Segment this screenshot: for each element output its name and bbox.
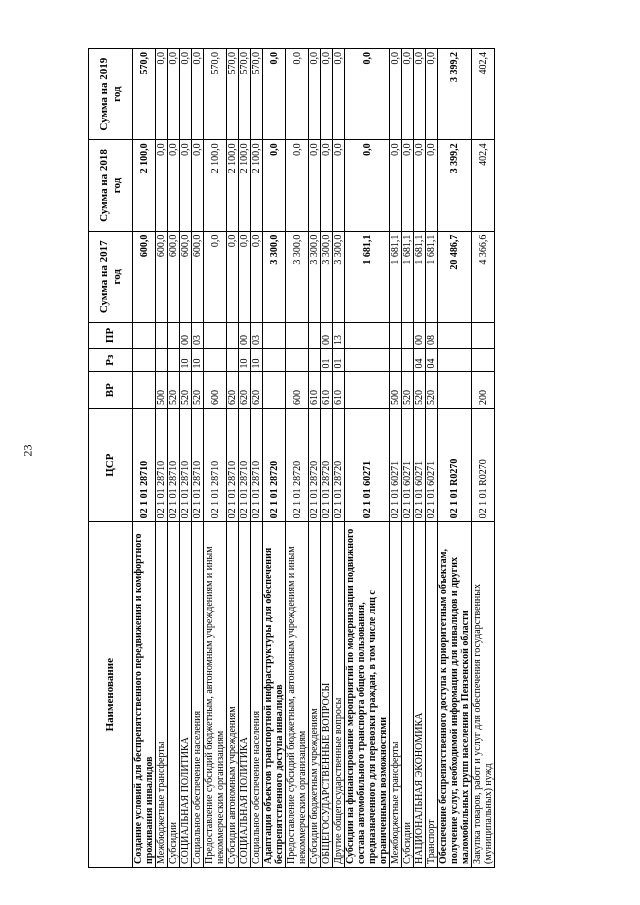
- cell-s2017: 0,0: [204, 231, 227, 322]
- cell-s2018: 0,0: [309, 140, 321, 231]
- cell-csr: 02 1 01 60271: [402, 408, 414, 521]
- header-rz: Рз: [89, 348, 133, 371]
- cell-s2019: 570,0: [239, 49, 251, 140]
- cell-rz: 10: [239, 348, 251, 371]
- table-row: [239, 49, 251, 868]
- cell-name: ОБЩЕГОСУДАРСТВЕННЫЕ ВОПРОСЫ: [321, 522, 333, 868]
- cell-csr: 02 1 01 R0270: [472, 408, 495, 521]
- cell-name: Предоставление субсидий бюджетным, автономным учреждениям и иным некоммерческим организациям: [286, 522, 309, 868]
- cell-csr: 02 1 01 28710: [239, 408, 251, 521]
- cell-s2018: 0,0: [168, 140, 180, 231]
- table-row: [263, 49, 286, 868]
- cell-pr: 00: [414, 322, 426, 348]
- cell-s2017: 3 300,0: [333, 231, 345, 322]
- cell-name: Межбюджетные трансферты: [156, 522, 168, 868]
- cell-pr: [286, 322, 309, 348]
- cell-pr: 00: [180, 322, 192, 348]
- table-row: [321, 49, 333, 868]
- cell-name: СОЦИАЛЬНАЯ ПОЛИТИКА: [180, 522, 192, 868]
- cell-vr: 520: [180, 372, 192, 409]
- table-row: [251, 49, 263, 868]
- cell-s2019: 570,0: [227, 49, 239, 140]
- cell-rz: [345, 348, 390, 371]
- cell-pr: 03: [192, 322, 204, 348]
- table-row: [345, 49, 390, 868]
- cell-s2018: 0,0: [345, 140, 390, 231]
- cell-s2019: 0,0: [345, 49, 390, 140]
- cell-pr: [345, 322, 390, 348]
- table-row: [390, 49, 402, 868]
- cell-s2018: 2 100,0: [227, 140, 239, 231]
- cell-s2019: 0,0: [414, 49, 426, 140]
- cell-rz: [263, 348, 286, 371]
- cell-s2017: 0,0: [239, 231, 251, 322]
- cell-s2019: 0,0: [180, 49, 192, 140]
- table-row: [180, 49, 192, 868]
- cell-s2019: 0,0: [309, 49, 321, 140]
- cell-s2018: 0,0: [263, 140, 286, 231]
- cell-name: Субсидии: [168, 522, 180, 868]
- cell-s2017: 1 681,1: [345, 231, 390, 322]
- cell-rz: 10: [251, 348, 263, 371]
- table-body: [133, 49, 495, 868]
- cell-vr: [438, 372, 472, 409]
- cell-rz: 04: [426, 348, 438, 371]
- cell-s2018: 402,4: [472, 140, 495, 231]
- cell-csr: 02 1 01 60271: [426, 408, 438, 521]
- cell-name: Предоставление субсидий бюджетным, автономным учреждениям и иным некоммерческим организациям: [204, 522, 227, 868]
- cell-rz: [309, 348, 321, 371]
- table-row: [414, 49, 426, 868]
- cell-s2017: 600,0: [133, 231, 156, 322]
- cell-vr: 610: [309, 372, 321, 409]
- cell-s2019: 0,0: [390, 49, 402, 140]
- cell-pr: [309, 322, 321, 348]
- table-row: [192, 49, 204, 868]
- cell-name: Создание условий для беспрепятственного передвижения и комфортного проживания инвалидов: [133, 522, 156, 868]
- cell-name: Межбюджетные трансферты: [390, 522, 402, 868]
- cell-pr: [168, 322, 180, 348]
- cell-pr: [402, 322, 414, 348]
- cell-vr: 600: [286, 372, 309, 409]
- cell-rz: 10: [180, 348, 192, 371]
- cell-s2018: 2 100,0: [251, 140, 263, 231]
- cell-rz: [286, 348, 309, 371]
- header-vr: ВР: [89, 372, 133, 409]
- cell-s2018: 0,0: [192, 140, 204, 231]
- cell-s2019: 402,4: [472, 49, 495, 140]
- cell-rz: 04: [414, 348, 426, 371]
- cell-pr: [472, 322, 495, 348]
- cell-name: Другие общегосударственные вопросы: [333, 522, 345, 868]
- cell-csr: 02 1 01 28710: [192, 408, 204, 521]
- cell-s2019: 570,0: [251, 49, 263, 140]
- cell-s2017: 600,0: [156, 231, 168, 322]
- cell-csr: 02 1 01 28710: [227, 408, 239, 521]
- cell-rz: 01: [333, 348, 345, 371]
- cell-csr: 02 1 01 60271: [390, 408, 402, 521]
- cell-pr: 00: [321, 322, 333, 348]
- cell-s2019: 0,0: [321, 49, 333, 140]
- table-header-row: [89, 49, 133, 868]
- page-number: 23: [20, 444, 35, 457]
- cell-csr: 02 1 01 28720: [333, 408, 345, 521]
- cell-name: Субсидии на финансирование мероприятий по модернизации подвижного состава автомобильного транспорта общего пользования, предназначенного для перевозки граждан, в том числе лиц с ограниченными возможностями: [345, 522, 390, 868]
- cell-vr: 610: [333, 372, 345, 409]
- cell-csr: 02 1 01 28720: [286, 408, 309, 521]
- header-csr: ЦСР: [89, 408, 133, 521]
- cell-vr: 500: [156, 372, 168, 409]
- cell-s2019: 0,0: [426, 49, 438, 140]
- cell-s2017: 3 300,0: [263, 231, 286, 322]
- cell-pr: [263, 322, 286, 348]
- table-row: [333, 49, 345, 868]
- table-row: [309, 49, 321, 868]
- cell-vr: [345, 372, 390, 409]
- cell-rz: [227, 348, 239, 371]
- cell-s2018: 0,0: [414, 140, 426, 231]
- cell-s2019: 0,0: [263, 49, 286, 140]
- cell-s2019: 0,0: [286, 49, 309, 140]
- cell-s2017: 0,0: [227, 231, 239, 322]
- cell-s2017: 600,0: [180, 231, 192, 322]
- cell-s2018: 0,0: [390, 140, 402, 231]
- cell-pr: [227, 322, 239, 348]
- header-sum-2019: Сумма на 2019 год: [89, 49, 133, 140]
- cell-rz: [133, 348, 156, 371]
- cell-s2018: 2 100,0: [204, 140, 227, 231]
- cell-csr: 02 1 01 60271: [414, 408, 426, 521]
- cell-s2017: 600,0: [168, 231, 180, 322]
- cell-vr: [263, 372, 286, 409]
- cell-vr: [133, 372, 156, 409]
- budget-table: [88, 48, 495, 868]
- cell-vr: 620: [227, 372, 239, 409]
- cell-s2017: 3 300,0: [286, 231, 309, 322]
- cell-s2018: 0,0: [402, 140, 414, 231]
- cell-name: Субсидии бюджетным учреждениям: [309, 522, 321, 868]
- cell-name: Транспорт: [426, 522, 438, 868]
- cell-vr: 520: [402, 372, 414, 409]
- cell-s2017: 20 486,7: [438, 231, 472, 322]
- cell-csr: 02 1 01 28720: [321, 408, 333, 521]
- cell-s2018: 0,0: [426, 140, 438, 231]
- cell-s2018: 2 100,0: [133, 140, 156, 231]
- cell-s2019: 570,0: [133, 49, 156, 140]
- cell-csr: 02 1 01 28710: [204, 408, 227, 521]
- cell-s2017: 3 300,0: [309, 231, 321, 322]
- cell-csr: 02 1 01 60271: [345, 408, 390, 521]
- cell-s2018: 3 399,2: [438, 140, 472, 231]
- cell-s2019: 570,0: [204, 49, 227, 140]
- table-row: [426, 49, 438, 868]
- cell-name: Закупка товаров, работ и услуг для обеспечения государственных (муниципальных) нужд: [472, 522, 495, 868]
- cell-name: Субсидии: [402, 522, 414, 868]
- cell-vr: 610: [321, 372, 333, 409]
- cell-name: Обеспечение беспрепятственного доступа к приоритетным объектам, получение услуг, необходимой информации для инвалидов и других маломобильных групп населения в Пензенской области: [438, 522, 472, 868]
- cell-vr: 200: [472, 372, 495, 409]
- cell-name: Социальное обеспечение населения: [251, 522, 263, 868]
- table-row: [227, 49, 239, 868]
- cell-pr: [390, 322, 402, 348]
- cell-vr: 620: [239, 372, 251, 409]
- table-row: [438, 49, 472, 868]
- cell-rz: 10: [192, 348, 204, 371]
- cell-pr: [204, 322, 227, 348]
- cell-s2019: 0,0: [402, 49, 414, 140]
- cell-s2017: 600,0: [192, 231, 204, 322]
- header-sum-2018: Сумма на 2018 год: [89, 140, 133, 231]
- rotated-table-container: [88, 48, 495, 868]
- cell-s2018: 2 100,0: [239, 140, 251, 231]
- cell-csr: 02 1 01 28710: [180, 408, 192, 521]
- cell-csr: 02 1 01 28720: [309, 408, 321, 521]
- cell-name: НАЦИОНАЛЬНАЯ ЭКОНОМИКА: [414, 522, 426, 868]
- header-name: Наименование: [89, 522, 133, 868]
- header-sum-2017: Сумма на 2017 год: [89, 231, 133, 322]
- table-row: [472, 49, 495, 868]
- cell-s2017: 1 681,1: [390, 231, 402, 322]
- cell-csr: 02 1 01 28710: [168, 408, 180, 521]
- cell-rz: [390, 348, 402, 371]
- cell-name: Субсидии автономным учреждениям: [227, 522, 239, 868]
- cell-vr: 600: [204, 372, 227, 409]
- cell-csr: 02 1 01 28720: [263, 408, 286, 521]
- table-row: [286, 49, 309, 868]
- cell-rz: [472, 348, 495, 371]
- table-row: [156, 49, 168, 868]
- cell-pr: [156, 322, 168, 348]
- cell-vr: 520: [192, 372, 204, 409]
- cell-s2018: 0,0: [156, 140, 168, 231]
- cell-s2019: 0,0: [156, 49, 168, 140]
- cell-pr: 03: [251, 322, 263, 348]
- cell-s2017: 1 681,1: [414, 231, 426, 322]
- cell-s2017: 1 681,1: [426, 231, 438, 322]
- cell-rz: 01: [321, 348, 333, 371]
- cell-s2018: 0,0: [286, 140, 309, 231]
- cell-vr: 520: [168, 372, 180, 409]
- cell-name: Адаптация объектов транспортной инфраструктуры для обеспечения беспрепятственного доступа инвалидов: [263, 522, 286, 868]
- cell-rz: [402, 348, 414, 371]
- header-pr: ПР: [89, 322, 133, 348]
- cell-s2018: 0,0: [180, 140, 192, 231]
- cell-pr: 00: [239, 322, 251, 348]
- cell-s2019: 0,0: [333, 49, 345, 140]
- cell-csr: 02 1 01 28710: [133, 408, 156, 521]
- cell-s2018: 0,0: [321, 140, 333, 231]
- cell-pr: 13: [333, 322, 345, 348]
- cell-s2019: 3 399,2: [438, 49, 472, 140]
- cell-s2017: 1 681,1: [402, 231, 414, 322]
- cell-s2017: 0,0: [251, 231, 263, 322]
- table-row: [402, 49, 414, 868]
- cell-s2017: 4 366,6: [472, 231, 495, 322]
- cell-name: СОЦИАЛЬНАЯ ПОЛИТИКА: [239, 522, 251, 868]
- cell-vr: 620: [251, 372, 263, 409]
- table-row: [168, 49, 180, 868]
- cell-csr: 02 1 01 R0270: [438, 408, 472, 521]
- cell-vr: 520: [414, 372, 426, 409]
- cell-rz: [438, 348, 472, 371]
- cell-s2017: 3 300,0: [321, 231, 333, 322]
- cell-csr: 02 1 01 28710: [251, 408, 263, 521]
- cell-vr: 500: [390, 372, 402, 409]
- cell-rz: [156, 348, 168, 371]
- cell-csr: 02 1 01 28710: [156, 408, 168, 521]
- cell-rz: [204, 348, 227, 371]
- cell-pr: 08: [426, 322, 438, 348]
- cell-s2019: 0,0: [192, 49, 204, 140]
- cell-pr: [133, 322, 156, 348]
- table-row: [133, 49, 156, 868]
- cell-name: Социальное обеспечение населения: [192, 522, 204, 868]
- table-row: [204, 49, 227, 868]
- cell-vr: 520: [426, 372, 438, 409]
- cell-s2019: 0,0: [168, 49, 180, 140]
- cell-pr: [438, 322, 472, 348]
- cell-s2018: 0,0: [333, 140, 345, 231]
- cell-rz: [168, 348, 180, 371]
